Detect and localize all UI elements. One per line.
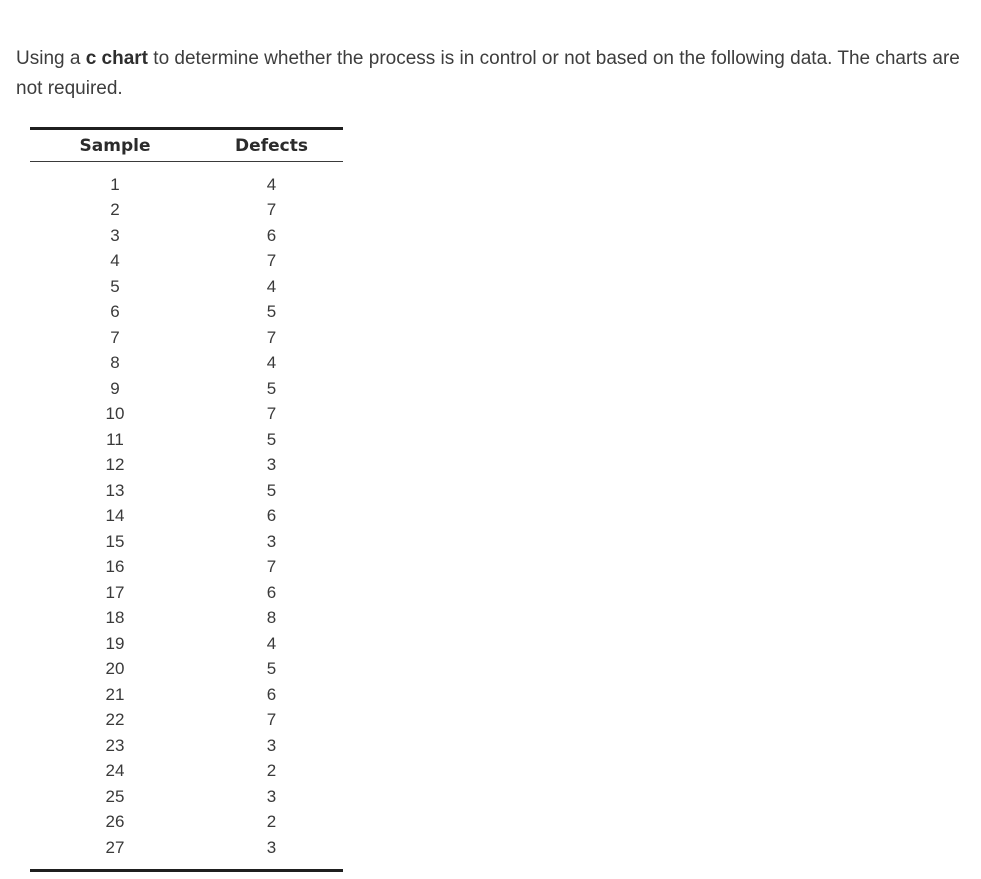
table-row [30, 453, 343, 479]
table-row [30, 300, 343, 326]
cell-sample: 15 [105, 531, 125, 551]
cell-sample: 19 [105, 633, 125, 653]
table-row [30, 835, 343, 861]
cell-defects: 3 [266, 531, 277, 551]
prompt-text-start: Using a [16, 48, 86, 69]
cell-sample: 6 [110, 302, 120, 322]
cell-sample: 22 [105, 710, 125, 730]
cell-sample: 24 [105, 761, 125, 781]
cell-defects: 6 [266, 582, 277, 602]
table-row [30, 402, 343, 428]
cell-defects: 4 [266, 174, 277, 194]
cell-defects: 3 [266, 837, 277, 857]
table-row [30, 427, 343, 453]
cell-sample: 25 [105, 786, 125, 806]
table-row [30, 810, 343, 836]
table-row [30, 274, 343, 300]
table-row [30, 733, 343, 759]
table-row [30, 555, 343, 581]
cell-defects: 4 [266, 633, 277, 653]
cell-sample: 7 [110, 327, 120, 347]
table-row [30, 172, 343, 198]
cell-sample: 11 [106, 429, 124, 449]
cell-defects: 5 [266, 378, 277, 398]
cell-defects: 3 [266, 455, 277, 475]
cell-defects: 5 [266, 429, 277, 449]
table-body [30, 162, 343, 869]
table-row [30, 759, 343, 785]
cell-sample: 2 [110, 200, 120, 220]
cell-defects: 4 [266, 353, 277, 373]
table-row [30, 580, 343, 606]
table-row [30, 249, 343, 275]
table-row [30, 325, 343, 351]
table-row [30, 351, 343, 377]
table-row [30, 657, 343, 683]
cell-defects: 2 [266, 812, 277, 832]
cell-defects: 7 [266, 710, 277, 730]
table-row [30, 529, 343, 555]
cell-sample: 8 [110, 353, 120, 373]
cell-defects: 3 [266, 735, 277, 755]
cell-defects: 4 [266, 276, 277, 296]
cell-sample: 3 [110, 225, 120, 245]
cell-sample: 16 [105, 557, 125, 577]
defects-table [30, 127, 343, 872]
header-defects: Defects [235, 135, 308, 156]
table-header-row [30, 130, 343, 161]
cell-sample: 27 [105, 837, 125, 857]
cell-sample: 5 [110, 276, 120, 296]
table-row [30, 223, 343, 249]
cell-sample: 9 [110, 378, 120, 398]
cell-sample: 14 [105, 506, 125, 526]
table-row [30, 631, 343, 657]
cell-defects: 7 [266, 327, 277, 347]
cell-defects: 8 [266, 608, 277, 628]
cell-sample: 23 [105, 735, 125, 755]
cell-sample: 1 [110, 174, 120, 194]
table-row [30, 708, 343, 734]
cell-sample: 21 [105, 684, 125, 704]
header-sample: Sample [79, 135, 151, 156]
question-prompt [16, 44, 971, 104]
cell-sample: 4 [110, 251, 120, 271]
cell-defects: 5 [266, 659, 277, 679]
cell-sample: 26 [105, 812, 125, 832]
prompt-bold-term: c chart [85, 48, 149, 69]
cell-sample: 17 [105, 582, 125, 602]
table-row [30, 682, 343, 708]
cell-defects: 5 [266, 302, 277, 322]
cell-sample: 18 [105, 608, 125, 628]
table-row [30, 504, 343, 530]
prompt-text-end: to determine whether the process is in control or not based on the following data. The charts are not required. [16, 48, 960, 99]
table-bottom-rule [30, 869, 343, 872]
cell-defects: 7 [266, 404, 277, 424]
table-row [30, 606, 343, 632]
cell-defects: 6 [266, 684, 277, 704]
cell-sample: 20 [105, 659, 125, 679]
cell-defects: 6 [266, 506, 277, 526]
cell-defects: 2 [266, 761, 277, 781]
table-row [30, 198, 343, 224]
cell-defects: 7 [266, 251, 277, 271]
cell-sample: 12 [105, 455, 125, 475]
cell-sample: 10 [105, 404, 125, 424]
table-row [30, 478, 343, 504]
cell-defects: 7 [266, 557, 277, 577]
cell-defects: 6 [266, 225, 277, 245]
cell-sample: 13 [105, 480, 125, 500]
cell-defects: 5 [266, 480, 277, 500]
cell-defects: 3 [266, 786, 277, 806]
table-row [30, 784, 343, 810]
table-row [30, 376, 343, 402]
cell-defects: 7 [266, 200, 277, 220]
